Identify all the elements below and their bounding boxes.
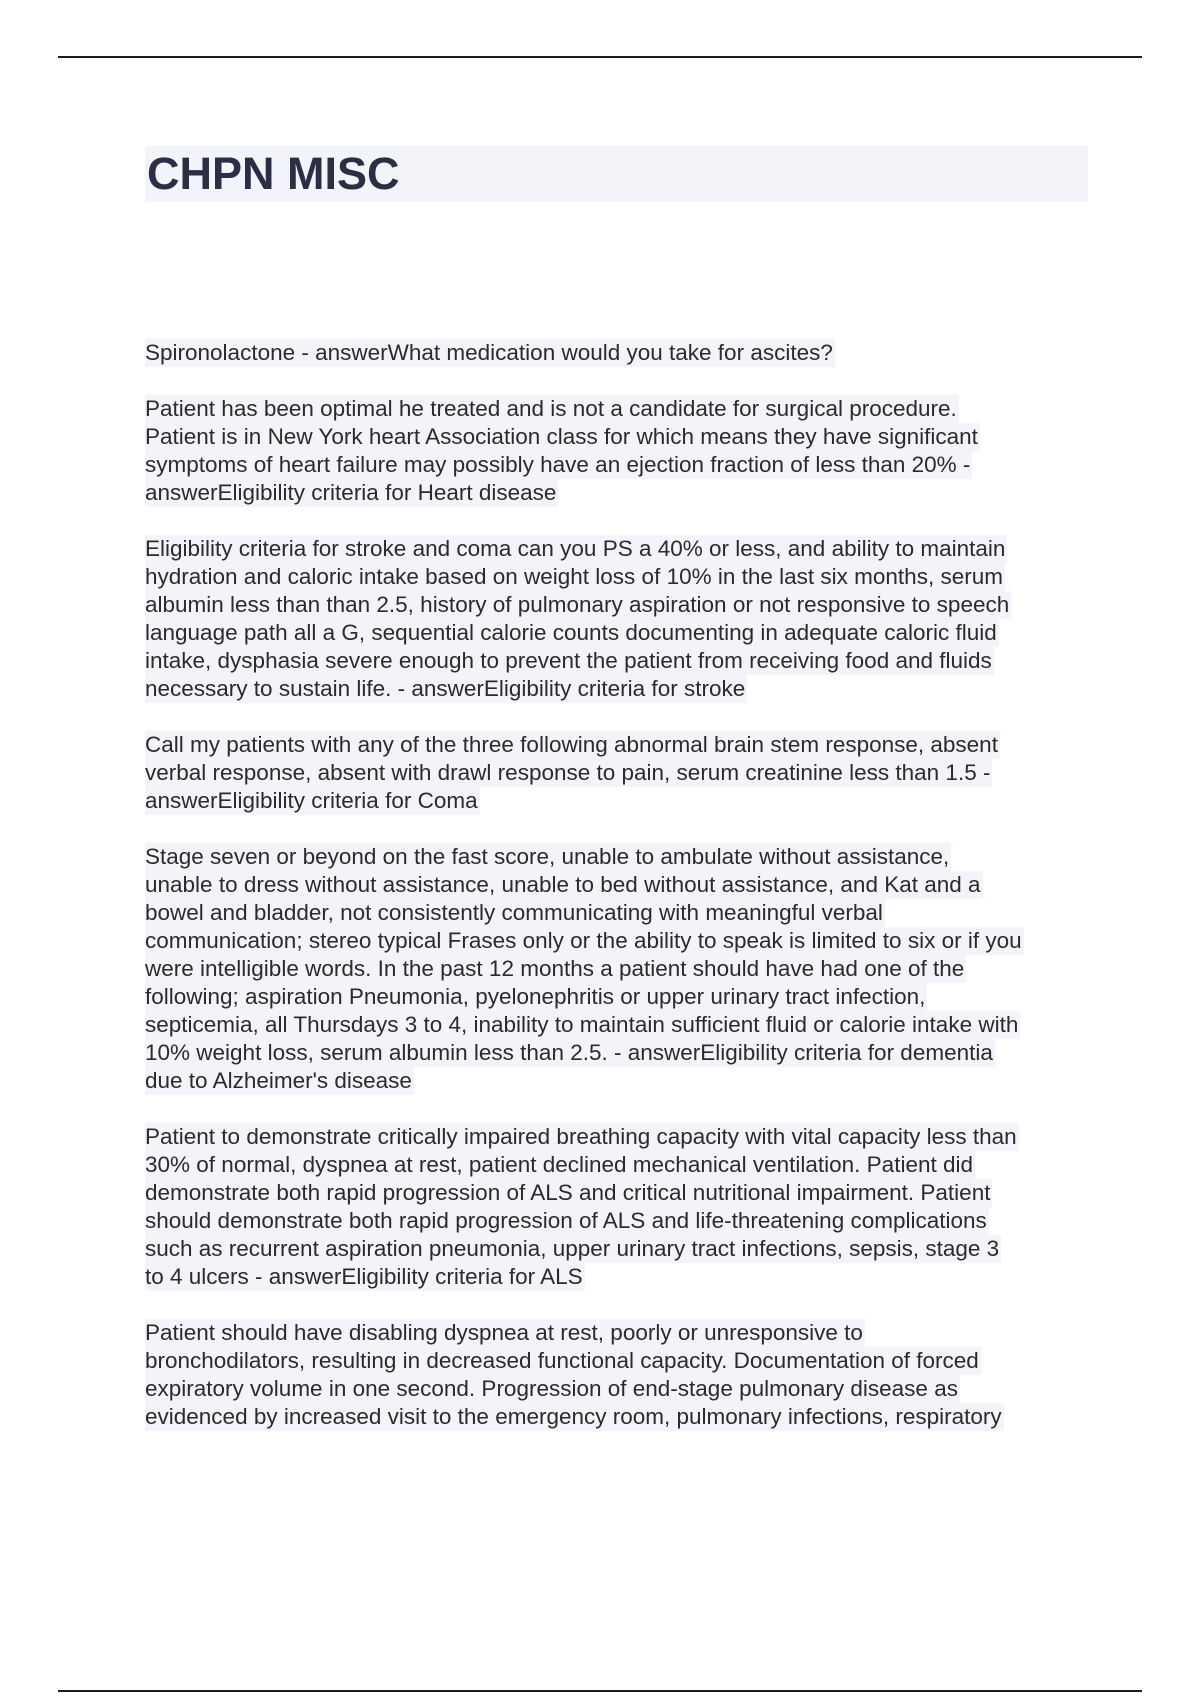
paragraph-6 xyxy=(145,1123,1095,1291)
text-line: 10% weight loss, serum albumin less than 2.5. - answerEligibility criteria for dementia xyxy=(145,1040,993,1065)
text-line: 30% of normal, dyspnea at rest, patient declined mechanical ventilation. Patient did xyxy=(145,1152,973,1177)
paragraph-7 xyxy=(145,1319,1095,1431)
paragraph-3 xyxy=(145,535,1095,703)
document-body xyxy=(145,339,1095,1459)
text-line: answerEligibility criteria for Heart disease xyxy=(145,480,557,505)
text-line: answerEligibility criteria for Coma xyxy=(145,788,478,813)
text-line: Stage seven or beyond on the fast score, unable to ambulate without assistance, xyxy=(145,844,950,869)
text-line: Call my patients with any of the three following abnormal brain stem response, absent xyxy=(145,732,998,757)
text-line: such as recurrent aspiration pneumonia, upper urinary tract infections, sepsis, stage 3 xyxy=(145,1236,1000,1261)
bottom-divider xyxy=(58,1690,1142,1692)
text-line: unable to dress without assistance, unable to bed without assistance, and Kat and a xyxy=(145,872,981,897)
text-line: intake, dysphasia severe enough to prevent the patient from receiving food and fluids xyxy=(145,648,992,673)
text-line: Patient has been optimal he treated and is not a candidate for surgical procedure. xyxy=(145,396,957,421)
paragraph-2 xyxy=(145,395,1095,507)
text-line: bronchodilators, resulting in decreased functional capacity. Documentation of forced xyxy=(145,1348,979,1373)
paragraph-5 xyxy=(145,843,1095,1095)
title-block xyxy=(145,146,1088,202)
page-title: CHPN MISC xyxy=(147,148,400,199)
text-line: demonstrate both rapid progression of ALS and critical nutritional impairment. Patient xyxy=(145,1180,991,1205)
text-line: Patient to demonstrate critically impaired breathing capacity with vital capacity less than xyxy=(145,1124,1017,1149)
text-line: septicemia, all Thursdays 3 to 4, inability to maintain sufficient fluid or calorie intake with xyxy=(145,1012,1019,1037)
text-line: due to Alzheimer's disease xyxy=(145,1068,412,1093)
text-line: were intelligible words. In the past 12 months a patient should have had one of the xyxy=(145,956,965,981)
text-line: verbal response, absent with drawl response to pain, serum creatinine less than 1.5 - xyxy=(145,760,991,785)
text-line: following; aspiration Pneumonia, pyelonephritis or upper urinary tract infection, xyxy=(145,984,926,1009)
text-line: Patient should have disabling dyspnea at rest, poorly or unresponsive to xyxy=(145,1320,863,1345)
paragraph-4 xyxy=(145,731,1095,815)
text-line: communication; stereo typical Frases only or the ability to speak is limited to six or if you xyxy=(145,928,1022,953)
text-line: Patient is in New York heart Association class for which means they have significant xyxy=(145,424,978,449)
text-line: should demonstrate both rapid progression of ALS and life-threatening complications xyxy=(145,1208,987,1233)
text-line: symptoms of heart failure may possibly have an ejection fraction of less than 20% - xyxy=(145,452,971,477)
text-line: language path all a G, sequential calorie counts documenting in adequate caloric fluid xyxy=(145,620,997,645)
text-line: evidenced by increased visit to the emergency room, pulmonary infections, respiratory xyxy=(145,1404,1002,1429)
text-line: albumin less than than 2.5, history of pulmonary aspiration or not responsive to speech xyxy=(145,592,1010,617)
text-line: Eligibility criteria for stroke and coma can you PS a 40% or less, and ability to maintain xyxy=(145,536,1006,561)
text-line: expiratory volume in one second. Progression of end-stage pulmonary disease as xyxy=(145,1376,958,1401)
text-line: to 4 ulcers - answerEligibility criteria for ALS xyxy=(145,1264,583,1289)
paragraph-1 xyxy=(145,339,1095,367)
text-line: Spironolactone - answerWhat medication would you take for ascites? xyxy=(145,340,833,365)
top-divider xyxy=(58,56,1142,58)
text-line: bowel and bladder, not consistently communicating with meaningful verbal xyxy=(145,900,883,925)
text-line: hydration and caloric intake based on weight loss of 10% in the last six months, serum xyxy=(145,564,1003,589)
text-line: necessary to sustain life. - answerEligibility criteria for stroke xyxy=(145,676,746,701)
